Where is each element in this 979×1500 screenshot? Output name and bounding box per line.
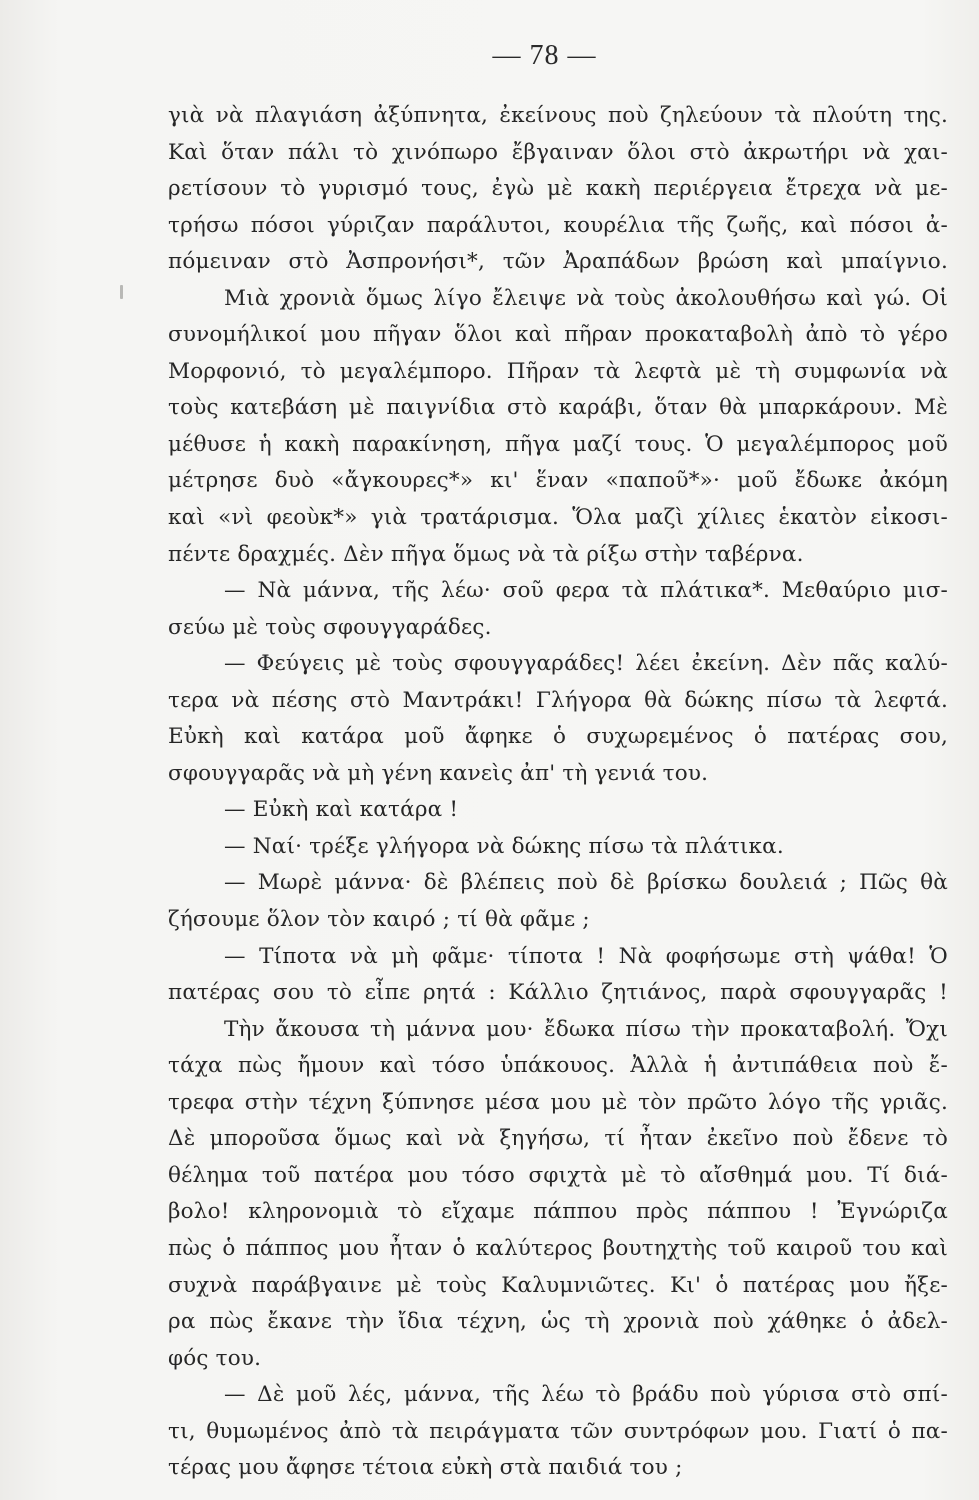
text-line: ρετίσουν τὸ γυρισμό τους, ἐγὼ μὲ κακὴ περιέργεια ἔτρεχα νὰ με- xyxy=(168,176,948,202)
text-line: ρα πὼς ἔκανε τὴν ἴδια τέχνη, ὡς τὴ χρονιὰ ποὺ χάθηκε ὁ ἀδελ- xyxy=(168,1309,948,1335)
text-line: τάχα πὼς ἤμουν καὶ τόσο ὑπάκουος. Ἀλλὰ ἡ ἀντιπάθεια ποὺ ἔ- xyxy=(168,1053,948,1079)
text-line: βολο! κληρονομιὰ τὸ εἴχαμε πάππου πρὸς πάππου ! Ἐγνώριζα xyxy=(168,1199,948,1225)
text-line: σφουγγαρᾶς νὰ μὴ γένη κανεὶς ἀπ' τὴ γενιά του. xyxy=(168,760,709,786)
text-line: — Νὰ μάννα, τῆς λέω· σοῦ φερα τὰ πλάτικα*. Μεθαύριο μισ- xyxy=(224,578,948,604)
text-line: θέλημα τοῦ πατέρα μου τόσο σφιχτὰ μὲ τὸ αἴσθημά μου. Τί διά- xyxy=(168,1162,948,1188)
text-line: τρήσω πόσοι γύριζαν παράλυτοι, κουρέλια τῆς ζωῆς, καὶ πόσοι ἀ- xyxy=(168,212,948,238)
text-line: τοὺς κατεβάση μὲ παιγνίδια στὸ καράβι, ὅταν θὰ μπαρκάρουν. Μὲ xyxy=(168,395,948,421)
text-line: φός του. xyxy=(168,1345,262,1371)
text-line: γιὰ νὰ πλαγιάση ἀξύπνητα, ἐκείνους ποὺ ζηλεύουν τὰ πλούτη της. xyxy=(168,103,948,128)
text-line: τι, θυμωμένος ἀπὸ τὰ πειράγματα τῶν συντρόφων μου. Γιατί ὁ πα- xyxy=(168,1418,948,1444)
text-line: καὶ «νὶ φεοὺκ*» γιὰ τρατάρισμα. Ὅλα μαζὶ χίλιες ἑκατὸν εἰκοσι- xyxy=(168,505,948,531)
text-line: Εὐκὴ καὶ κατάρα μοῦ ἄφηκε ὁ συχωρεμένος ὁ πατέρας σου, xyxy=(168,724,948,750)
text-line: τέρας μου ἄφησε τέτοια εὐκὴ στὰ παιδιά του ; xyxy=(168,1455,683,1481)
text-line: μέθυσε ἡ κακὴ παρακίνηση, πῆγα μαζί τους. Ὁ μεγαλέμπορος μοῦ xyxy=(168,431,948,457)
text-line: — Ναί· τρέξε γλήγορα νὰ δώκης πίσω τὰ πλάτικα. xyxy=(224,833,784,859)
text-line: πόμειναν στὸ Ἀσπρονήσι*, τῶν Ἀραπάδων βρώση καὶ μπαίγνιο. xyxy=(168,249,948,275)
text-line: τρεφα στὴν τέχνη ξύπνησε μέσα μου μὲ τὸν πρῶτο λόγο τῆς γριᾶς. xyxy=(168,1089,948,1115)
body-text xyxy=(168,98,948,1487)
text-line: — Φεύγεις μὲ τοὺς σφουγγαράδες! λέει ἐκείνη. Δὲν πᾶς καλύ- xyxy=(224,651,948,677)
text-line: — Μωρὲ μάννα· δὲ βλέπεις ποὺ δὲ βρίσκω δουλειά ; Πῶς θὰ xyxy=(224,870,948,896)
text-line: συχνὰ παράβγαινε μὲ τοὺς Καλυμνιῶτες. Κι' ὁ πατέρας μου ἤξε- xyxy=(168,1272,948,1298)
text-line: τερα νὰ πέσης στὸ Μαντράκι! Γλήγορα θὰ δώκης πίσω τὰ λεφτά. xyxy=(168,687,948,713)
text-line: πέντε δραχμές. Δὲν πῆγα ὅμως νὰ τὰ ρίξω στὴν ταβέρνα. xyxy=(168,541,804,567)
text-line: — Δὲ μοῦ λές, μάννα, τῆς λέω τὸ βράδυ ποὺ γύρισα στὸ σπί- xyxy=(224,1382,948,1408)
text-line: ζήσουμε ὅλον τὸν καιρό ; τί θὰ φᾶμε ; xyxy=(168,907,590,933)
text-line: πατέρας σου τὸ εἶπε ρητά : Κάλλιο ζητιάνος, παρὰ σφουγγαρᾶς ! xyxy=(168,980,948,1006)
text-line: Μορφονιό, τὸ μεγαλέμπορο. Πῆραν τὰ λεφτὰ μὲ τὴ συμφωνία νὰ xyxy=(168,358,948,384)
text-line: συνομήλικοί μου πῆγαν ὅλοι καὶ πῆραν προκαταβολὴ ἀπὸ τὸ γέρο xyxy=(168,322,948,348)
text-line: Τὴν ἄκουσα τὴ μάννα μου· ἔδωκα πίσω τὴν προκαταβολή. Ὄχι xyxy=(224,1016,948,1042)
text-line: Καὶ ὅταν πάλι τὸ χινόπωρο ἔβγαιναν ὅλοι στὸ ἀκρωτήρι νὰ χαι- xyxy=(168,139,948,165)
text-line: πὼς ὁ πάππος μου ἦταν ὁ καλύτερος βουτηχτὴς τοῦ καιροῦ του καὶ xyxy=(168,1235,948,1261)
text-line: — Τίποτα νὰ μὴ φᾶμε· τίποτα ! Νὰ φοφήσωμε στὴ ψάθα! Ὁ xyxy=(224,943,948,969)
page-number: — 78 — xyxy=(492,40,597,71)
margin-mark xyxy=(120,285,123,299)
text-line: μέτρησε δυὸ «ἄγκουρες*» κι' ἕναν «παποῦ*»· μοῦ ἔδωκε ἀκόμη xyxy=(168,468,948,494)
text-line: — Εὐκὴ καὶ κατάρα ! xyxy=(224,797,459,823)
text-line: σεύω μὲ τοὺς σφουγγαράδες. xyxy=(168,614,492,640)
text-line: Δὲ μποροῦσα ὅμως καὶ νὰ ξηγήσω, τί ἦταν ἐκεῖνο ποὺ ἔδενε τὸ xyxy=(168,1126,948,1152)
text-line: Μιὰ χρονιὰ ὅμως λίγο ἔλειψε νὰ τοὺς ἀκολουθήσω καὶ γώ. Οἱ xyxy=(224,285,948,311)
